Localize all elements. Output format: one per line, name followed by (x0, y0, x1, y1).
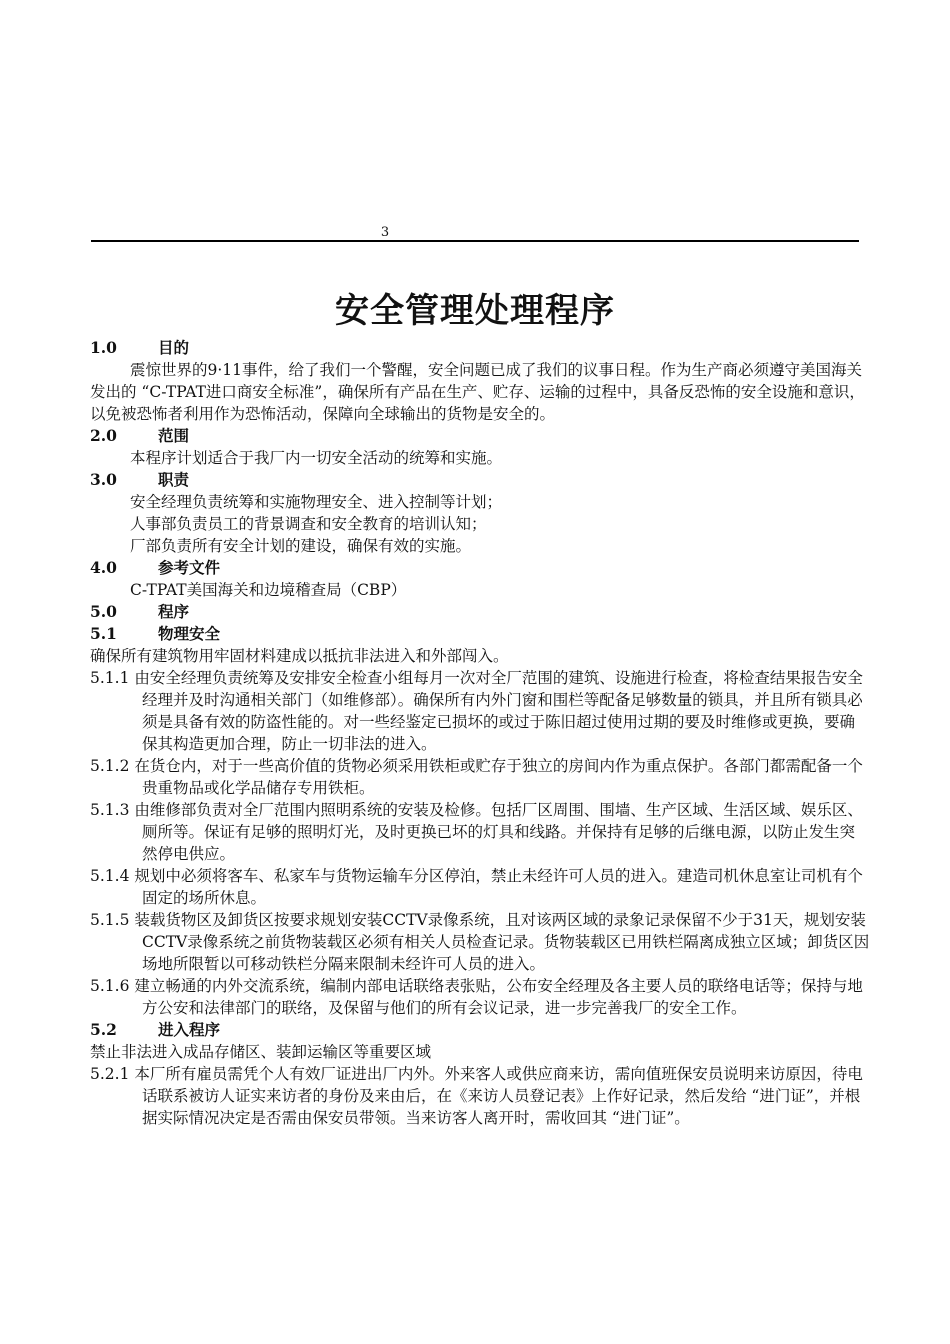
section-number: 1.0 (90, 338, 117, 357)
section-heading-5-2 (90, 1019, 870, 1041)
list-item: 5.1.6 建立畅通的内外交流系统，编制内部电话联络表张贴，公布安全经理及各主要人员的联络电话等；保持与地方公安和法律部门的联络，及保留与他们的所有会议记录，进一步完善我厂的安全工作。 (90, 977, 863, 1017)
responsibility-line: 人事部负责员工的背景调查和安全教育的培训认知； (130, 515, 487, 533)
section-number: 3.0 (90, 470, 117, 489)
section-number: 5.0 (90, 602, 117, 621)
section-5-1-intro: 确保所有建筑物用牢固材料建成以抵抗非法进入和外部闯入。 (90, 647, 509, 665)
section-number: 5.1 (90, 624, 117, 643)
section-title: 目的 (158, 338, 190, 357)
list-item: 5.1.1 由安全经理负责统筹及安排安全检查小组每月一次对全厂范围的建筑、设施进行检查，将检查结果报告安全经理并及时沟通相关部门（如维修部）。确保所有内外门窗和围栏等配备足够数量的锁具，并且所有锁具必须是具备有效的防盗性能的。对一些经鉴定已损坏的或过于陈旧超过使用过期的要及时维修或更换，要确保其构造更加合理，防止一切非法的进入。 (90, 669, 863, 753)
section-heading-2 (90, 425, 870, 447)
section-title: 参考文件 (158, 558, 221, 577)
section-title: 职责 (158, 470, 190, 489)
section-title: 程序 (158, 602, 190, 621)
list-item: 5.1.2 在货仓内，对于一些高价值的货物必须采用铁柜或贮存于独立的房间内作为重点保护。各部门都需配备一个贵重物品或化学品储存专用铁柜。 (90, 757, 863, 797)
section-heading-1 (90, 337, 870, 359)
list-item: 5.2.1 本厂所有雇员需凭个人有效厂证进出厂内外。外来客人或供应商来访，需向值班保安员说明来访原因，待电话联系被访人证实来访者的身份及来由后，在《来访人员登记表》上作好记录，然后发给 “进门证”，并根据实际情况决定是否需由保安员带领。当来访客人离开时，需收回其 “进门证”。 (90, 1065, 863, 1127)
section-1-text: 震惊世界的9·11事件，给了我们一个警醒，安全问题已成了我们的议事日程。作为生产商必须遵守美国海关发出的 “C-TPAT进口商安全标准”，确保所有产品在生产、贮存、运输的过程中，具备反恐怖的安全设施和意识，以免被恐怖者利用作为恐怖活动，保障向全球输出的货物是安全的。 (90, 361, 865, 423)
list-item: 5.1.4 规划中必须将客车、私家车与货物运输车分区停泊，禁止未经许可人员的进入。建造司机休息室让司机有个固定的场所休息。 (90, 867, 863, 907)
section-heading-5-1 (90, 623, 870, 645)
section-2-text: 本程序计划适合于我厂内一切安全活动的统筹和实施。 (130, 449, 503, 467)
list-item: 5.1.5 装载货物区及卸货区按要求规划安装CCTV录像系统，且对该两区域的录象记录保留不少于31天，规划安装CCTV录像系统之前货物装载区必须有相关人员检查记录。货物装载区已用铁栏隔离成独立区域；卸货区因场地所限暂以可移动铁栏分隔来限制未经许可人员的进入。 (90, 911, 870, 973)
section-number: 4.0 (90, 558, 117, 577)
header-rule (91, 240, 859, 242)
section-heading-3 (90, 469, 870, 491)
document-body (90, 337, 870, 1129)
section-5-2-intro: 禁止非法进入成品存储区、装卸运输区等重要区域 (90, 1043, 432, 1061)
section-title: 进入程序 (158, 1020, 221, 1039)
document-title: 安全管理处理程序 (335, 291, 615, 331)
section-number: 2.0 (90, 426, 117, 445)
list-item: 5.1.3 由维修部负责对全厂范围内照明系统的安装及检修。包括厂区周围、围墙、生产区域、生活区域、娱乐区、厕所等。保证有足够的照明灯光，及时更换已坏的灯具和线路。并保持有足够的后继电源，以防止发生突然停电供应。 (90, 801, 863, 863)
responsibility-line: 安全经理负责统筹和实施物理安全、进入控制等计划； (130, 493, 503, 511)
page-number: 3 (380, 225, 390, 240)
responsibility-line: 厂部负责所有安全计划的建设，确保有效的实施。 (130, 537, 472, 555)
section-4-text: C-TPAT美国海关和边境稽查局（CBP） (130, 581, 407, 599)
section-heading-5 (90, 601, 870, 623)
section-number: 5.2 (90, 1020, 117, 1039)
section-title: 范围 (158, 426, 190, 445)
section-title: 物理安全 (158, 624, 221, 643)
section-heading-4 (90, 557, 870, 579)
